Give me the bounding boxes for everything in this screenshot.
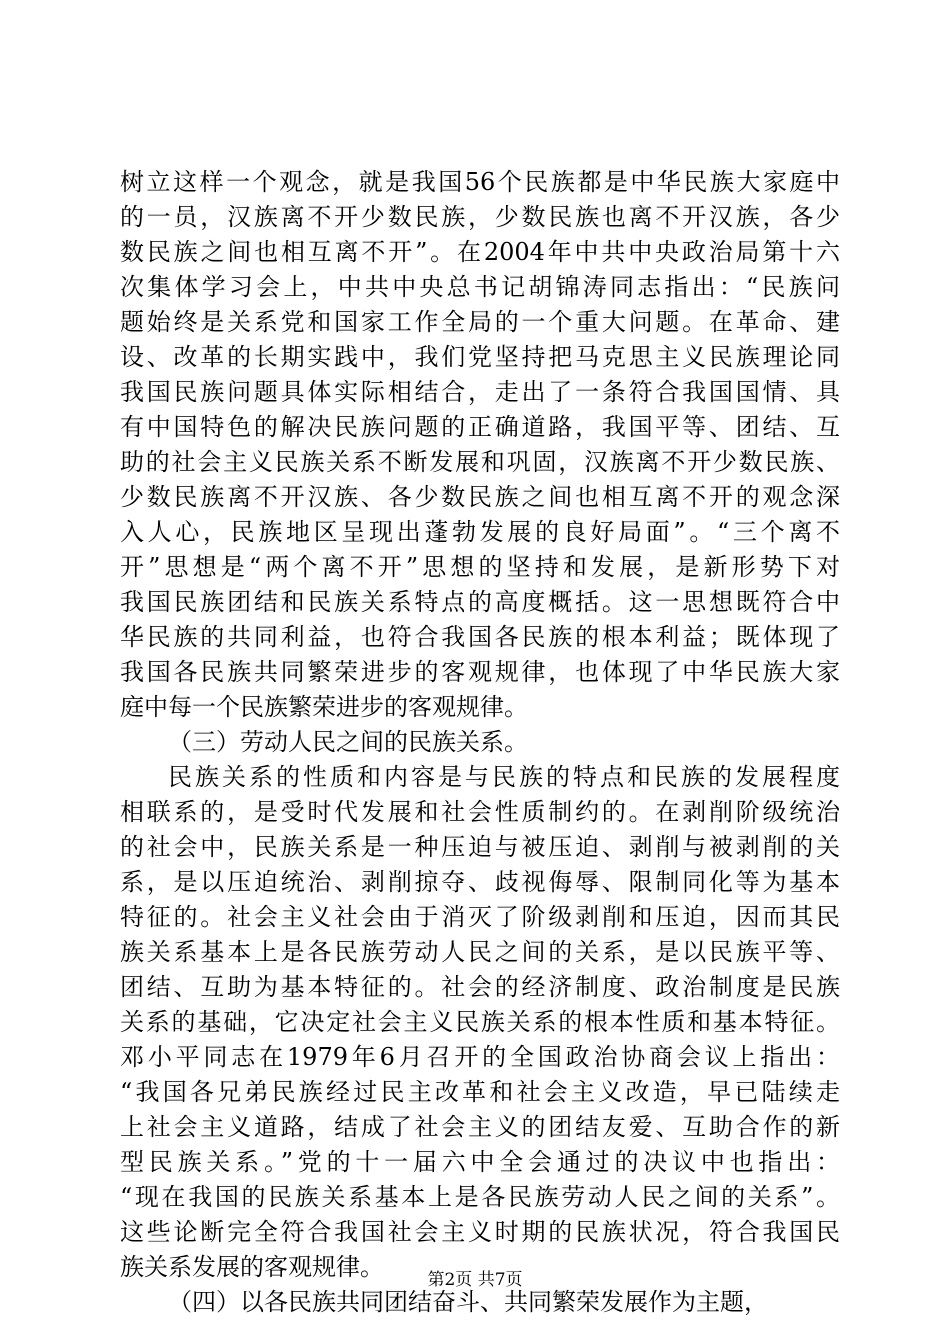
text-line: “现在我国的民族关系基本上是各民族劳动人民之间的关系”。 [120, 1183, 840, 1211]
text-line: 族关系发展的客观规律。 [120, 1253, 384, 1281]
text-line: 我国各民族共同繁荣进步的客观规律，也体现了中华民族大家 [120, 658, 840, 686]
text-line: 的一员，汉族离不开少数民族，少数民族也离不开汉族，各少 [120, 203, 840, 231]
page-footer [0, 1268, 950, 1292]
text-line: 庭中每一个民族繁荣进步的客观规律。 [120, 693, 528, 721]
text-line: 树立这样一个观念，就是我国56个民族都是中华民族大家庭中 [120, 168, 840, 196]
text-line: 有中国特色的解决民族问题的正确道路，我国平等、团结、互 [120, 413, 840, 441]
text-line: 系，是以压迫统治、剥削掠夺、歧视侮辱、限制同化等为基本 [120, 868, 840, 896]
text-line: 关系的基础，它决定社会主义民族关系的根本性质和基本特征。 [120, 1008, 840, 1036]
section-heading: （四）以各民族共同团结奋斗、共同繁荣发展作为主题， [168, 1288, 768, 1316]
text-line: 上社会主义道路，结成了社会主义的团结友爱、互助合作的新 [120, 1113, 840, 1141]
text-line: 助的社会主义民族关系不断发展和巩固，汉族离不开少数民族、 [120, 448, 840, 476]
text-line: 民族关系的性质和内容是与民族的特点和民族的发展程度 [168, 763, 840, 791]
text-line: 开”思想是“两个离不开”思想的坚持和发展，是新形势下对 [120, 553, 840, 581]
text-line: 数民族之间也相互离不开”。在2004年中共中央政治局第十六 [120, 238, 840, 266]
text-line: 题始终是关系党和国家工作全局的一个重大问题。在革命、建 [120, 308, 840, 336]
text-line: 设、改革的长期实践中，我们党坚持把马克思主义民族理论同 [120, 343, 840, 371]
text-line: 我国民族团结和民族关系特点的高度概括。这一思想既符合中 [120, 588, 840, 616]
text-line: 的社会中，民族关系是一种压迫与被压迫、剥削与被剥削的关 [120, 833, 840, 861]
text-line: 族关系基本上是各民族劳动人民之间的关系，是以民族平等、 [120, 938, 840, 966]
text-line: 这些论断完全符合我国社会主义时期的民族状况，符合我国民 [120, 1218, 840, 1246]
text-line: 型民族关系。”党的十一届六中全会通过的决议中也指出： [120, 1148, 840, 1176]
section-heading: （三）劳动人民之间的民族关系。 [168, 728, 528, 756]
text-line: 入人心，民族地区呈现出蓬勃发展的良好局面”。“三个离不 [120, 518, 840, 546]
body-text [120, 165, 840, 1320]
text-line: 邓小平同志在1979年6月召开的全国政治协商会议上指出： [120, 1043, 840, 1071]
text-line: 我国民族问题具体实际相结合，走出了一条符合我国国情、具 [120, 378, 840, 406]
text-line: 少数民族离不开汉族、各少数民族之间也相互离不开的观念深 [120, 483, 840, 511]
page-number-label: 第2页 共7页 [427, 1270, 523, 1290]
text-line: 相联系的，是受时代发展和社会性质制约的。在剥削阶级统治 [120, 798, 840, 826]
text-line: 次集体学习会上，中共中央总书记胡锦涛同志指出：“民族问 [120, 273, 840, 301]
text-line: 华民族的共同利益，也符合我国各民族的根本利益；既体现了 [120, 623, 840, 651]
text-line: 特征的。社会主义社会由于消灭了阶级剥削和压迫，因而其民 [120, 903, 840, 931]
text-line: “我国各兄弟民族经过民主改革和社会主义改造，早已陆续走 [120, 1078, 840, 1106]
text-line: 团结、互助为基本特征的。社会的经济制度、政治制度是民族 [120, 973, 840, 1001]
